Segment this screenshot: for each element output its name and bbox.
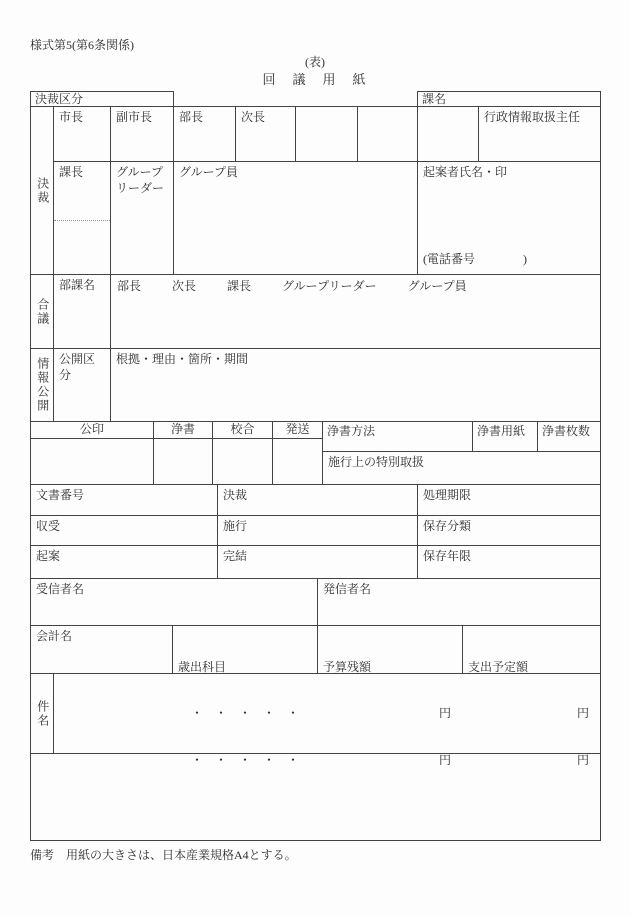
cell-deputy-mayor: 副市長 (110, 106, 174, 162)
cell-josho-method: 浄書方法 (322, 421, 473, 452)
cell-kessai-date: 決裁 (217, 484, 418, 516)
cell-enforcement: 施行 (217, 515, 418, 546)
cell-jicho: 次長 (235, 106, 296, 162)
cell-draft: 起案 (30, 545, 218, 579)
expense-item-label: 歳出科目 (178, 660, 227, 675)
cell-kokai-basis: 根拠・理由・箇所・期間 (110, 348, 601, 422)
drafter-label: 起案者氏名・印 (423, 165, 508, 179)
cell-planned-expenditure (462, 625, 601, 767)
cell-hasso-entry (272, 438, 323, 485)
expense-dots-1: ・ ・ ・ ・ ・ (190, 706, 299, 721)
cell-blank-2 (357, 106, 418, 162)
gogi-section-cell (30, 274, 54, 349)
subject-label: 件名 (35, 699, 50, 728)
gogi-section-label: 合議 (35, 297, 50, 326)
phone-label: (電話番号 ) (423, 252, 527, 267)
cell-kacho (53, 161, 111, 275)
joho-section-label: 情報公開 (35, 357, 50, 413)
cell-gogi-posts (110, 274, 601, 349)
budget-balance-label: 予算残額 (323, 660, 372, 675)
cell-josho-paper: 浄書用紙 (472, 421, 538, 452)
gogi-post-group-member: グループ員 (407, 279, 467, 293)
remark-note: 備考 用紙の大きさは、日本産業規格A4とする。 (30, 848, 297, 862)
planned-yen-2: 円 (576, 752, 589, 767)
planned-expenditure-label: 支出予定額 (468, 660, 529, 675)
budget-yen-2: 円 (438, 752, 451, 767)
cell-josho-entry (153, 438, 213, 485)
cell-storage-class: 保存分類 (417, 515, 601, 546)
kessai-kubun-box: 決裁区分 (30, 91, 174, 107)
cell-blank-1 (295, 106, 358, 162)
cell-doc-number: 文書番号 (30, 484, 218, 516)
cell-josho-sheets: 浄書枚数 (537, 421, 601, 452)
expense-dots-2: ・ ・ ・ ・ ・ (190, 752, 299, 767)
cell-drafter (417, 161, 601, 275)
page-title: 回 議 用 紙 (262, 72, 368, 87)
cell-mayor: 市長 (53, 106, 111, 162)
gogi-post-jicho: 次長 (172, 279, 197, 293)
cell-storage-years: 保存年限 (417, 545, 601, 579)
kacho-label: 課長 (59, 165, 84, 179)
cell-budget-balance (317, 625, 463, 767)
cell-bukamei: 部課名 (53, 274, 111, 349)
cell-group-member: グループ員 (173, 161, 418, 275)
cell-completion: 完結 (217, 545, 418, 579)
kessai-section-cell (30, 106, 54, 275)
cell-sender-name: 発信者名 (317, 578, 601, 626)
cell-account-name: 会計名 (30, 625, 173, 674)
cell-koin-entry (30, 438, 154, 485)
joho-section-cell (30, 348, 54, 422)
cell-bucho: 部長 (173, 106, 236, 162)
cell-expense-item (172, 625, 318, 767)
cell-kokai-kubun: 公開区分 (53, 348, 111, 422)
cell-koin-header: 公印 (30, 421, 154, 439)
planned-yen-1: 円 (576, 706, 589, 721)
gogi-post-bucho: 部長 (117, 279, 142, 293)
cell-kogo-entry (212, 438, 273, 485)
cell-body-entry (30, 753, 601, 841)
cell-subject-entry (53, 673, 601, 754)
kamei-box: 課名 (417, 91, 601, 107)
cell-special-handling: 施行上の特別取扱 (322, 451, 601, 485)
kacho-dotted-divider (54, 220, 110, 221)
subject-section-cell (30, 673, 54, 754)
cell-group-leader: グループリーダー (110, 161, 174, 275)
sheet-side-label: (表) (305, 55, 325, 69)
cell-deadline: 処理期限 (417, 484, 601, 516)
gogi-post-group-leader: グループリーダー (282, 279, 377, 293)
form-code: 様式第5(第6条関係) (30, 38, 134, 52)
budget-yen-1: 円 (438, 706, 451, 721)
cell-info-officer: 行政情報取扱主任 (478, 106, 601, 162)
cell-receipt: 収受 (30, 515, 218, 546)
cell-blank-3 (417, 106, 479, 162)
kessai-section-label: 決裁 (35, 176, 50, 205)
cell-receiver-name: 受信者名 (30, 578, 318, 626)
cell-josho-header: 浄書 (153, 421, 213, 439)
gogi-post-kacho: 課長 (227, 279, 252, 293)
cell-kogo-header: 校合 (212, 421, 273, 439)
cell-hasso-header: 発送 (272, 421, 323, 439)
